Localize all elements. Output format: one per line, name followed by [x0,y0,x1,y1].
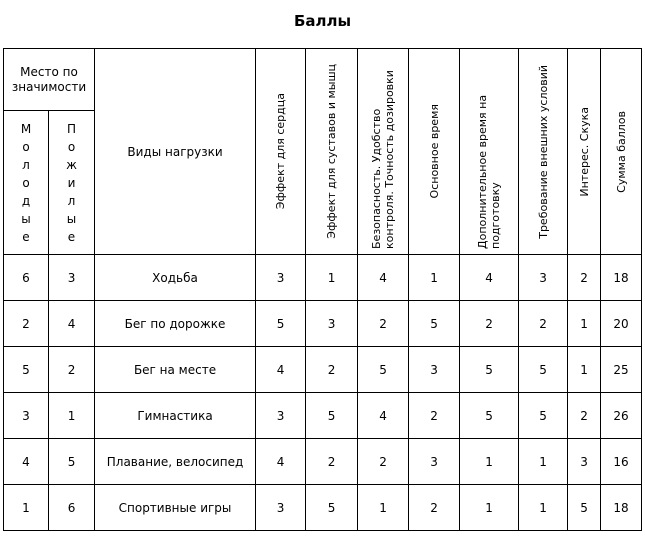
total-score-cell: 16 [601,439,642,485]
score-cell: 4 [256,439,306,485]
criterion-label: Безопасность. Удобство контроля. Точность дозировки [370,69,397,249]
criterion-label: Интерес. Скука [577,106,591,197]
score-cell: 2 [519,301,568,347]
young-rank-cell: 2 [4,301,49,347]
total-score-cell: 25 [601,347,642,393]
table-row [4,255,642,301]
criterion-header [306,49,358,255]
young-label: Молодые [20,121,32,244]
score-cell: 2 [568,255,601,301]
elderly-rank-cell: 6 [49,485,95,531]
score-cell: 5 [519,347,568,393]
score-cell: 2 [306,347,358,393]
score-cell: 5 [460,347,519,393]
score-cell: 1 [519,485,568,531]
score-cell: 2 [409,485,460,531]
importance-header: Место по значимости [4,49,95,111]
score-cell: 1 [358,485,409,531]
score-cell: 5 [460,393,519,439]
load-type-cell: Плавание, велосипед [95,439,256,485]
total-score-cell: 18 [601,485,642,531]
score-cell: 1 [568,301,601,347]
score-cell: 3 [409,439,460,485]
elderly-rank-cell: 4 [49,301,95,347]
score-cell: 2 [358,439,409,485]
score-cell: 1 [306,255,358,301]
score-cell: 5 [256,301,306,347]
elderly-rank-cell: 3 [49,255,95,301]
criterion-header [519,49,568,255]
score-cell: 5 [306,393,358,439]
score-cell: 1 [460,485,519,531]
score-cell: 2 [358,301,409,347]
score-cell: 5 [568,485,601,531]
score-cell: 4 [358,255,409,301]
scores-table [3,48,642,531]
table-row [4,439,642,485]
table-body [4,49,642,531]
table-row [4,485,642,531]
load-type-cell: Ходьба [95,255,256,301]
elderly-rank-cell: 1 [49,393,95,439]
elderly-rank-cell: 5 [49,439,95,485]
score-cell: 1 [568,347,601,393]
elderly-label: Пожилые [66,121,77,244]
score-cell: 1 [519,439,568,485]
criterion-label: Эффект для сердца [274,93,288,210]
score-cell: 1 [409,255,460,301]
criterion-header [409,49,460,255]
load-type-cell: Спортивные игры [95,485,256,531]
score-cell: 2 [306,439,358,485]
young-rank-cell: 4 [4,439,49,485]
score-cell: 3 [306,301,358,347]
criterion-label: Сумма баллов [614,110,628,193]
score-cell: 3 [568,439,601,485]
score-cell: 4 [256,347,306,393]
score-cell: 2 [568,393,601,439]
score-cell: 1 [460,439,519,485]
criterion-header [358,49,409,255]
score-cell: 3 [256,255,306,301]
score-cell: 3 [519,255,568,301]
score-cell: 3 [256,393,306,439]
young-rank-cell: 5 [4,347,49,393]
criterion-header [460,49,519,255]
total-score-cell: 20 [601,301,642,347]
score-cell: 3 [409,347,460,393]
score-cell: 4 [460,255,519,301]
total-score-cell: 18 [601,255,642,301]
total-score-cell: 26 [601,393,642,439]
young-rank-cell: 1 [4,485,49,531]
criterion-header [568,49,601,255]
young-rank-cell: 6 [4,255,49,301]
score-cell: 5 [519,393,568,439]
load-type-cell: Гимнастика [95,393,256,439]
load-type-cell: Бег по дорожке [95,301,256,347]
criterion-label: Требование внешних условий [536,64,550,239]
elderly-rank-cell: 2 [49,347,95,393]
score-cell: 5 [306,485,358,531]
load-types-header: Виды нагрузки [95,49,256,255]
score-cell: 5 [409,301,460,347]
header-row [4,49,642,111]
load-type-cell: Бег на месте [95,347,256,393]
criterion-label: Дополнительное время на подготовку [476,94,503,249]
criterion-label: Основное время [427,104,441,199]
criterion-label: Эффект для суставов и мышц [325,64,339,239]
criterion-header [601,49,642,255]
page-title: Баллы [293,12,352,30]
table-row [4,347,642,393]
score-cell: 3 [256,485,306,531]
table-row [4,393,642,439]
score-cell: 2 [460,301,519,347]
score-cell: 2 [409,393,460,439]
young-header [4,111,49,255]
score-cell: 5 [358,347,409,393]
young-rank-cell: 3 [4,393,49,439]
criterion-header [256,49,306,255]
score-cell: 4 [358,393,409,439]
table-row [4,301,642,347]
elderly-header [49,111,95,255]
